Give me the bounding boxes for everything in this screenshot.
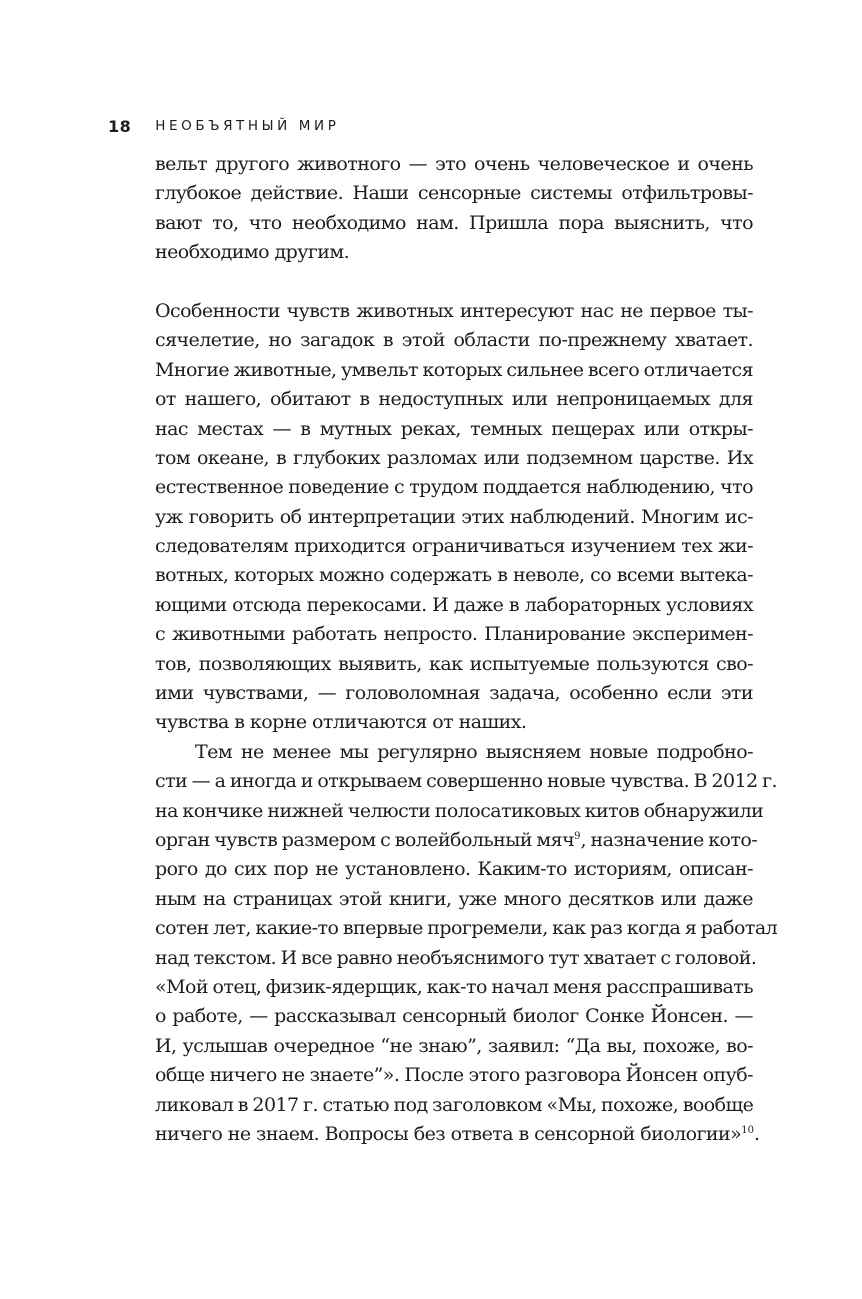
text-line: ющими отсюда перекосами. И даже в лабораторных условиях	[155, 593, 753, 616]
paragraph	[155, 738, 778, 1149]
text-line: естественное поведение с трудом поддается наблюдению, что	[155, 476, 753, 499]
text-line: вают то, что необходимо нам. Пришла пора выяснить, что	[155, 211, 753, 234]
text-line: ным на страницах этой книги, уже много десятков или даже	[155, 887, 753, 910]
text-line	[155, 1120, 760, 1149]
text-line: том океане, в глубоких разломах или подземном царстве. Их	[155, 446, 753, 469]
text-line: И, услышав очередное “не знаю”, заявил: “Да вы, похоже, во-	[155, 1034, 753, 1057]
text-line: Тем не менее мы регулярно выясняем новые подробно-	[195, 740, 753, 763]
text-line: обще ничего не знаете”». После этого разговора Йонсен опуб-	[155, 1064, 753, 1087]
text-line: сотен лет, какие-то впервые прогремели, как раз когда я работал	[155, 917, 778, 940]
text-line: Особенности чувств животных интересуют нас не первое ты-	[155, 299, 753, 322]
text-line: на кончике нижней челюсти полосатиковых китов обнаружили	[155, 799, 764, 822]
text-line: следователям приходится ограничиваться изучением тех жи-	[155, 535, 753, 558]
text-line: тов, позволяющих выявить, как испытуемые пользуются сво-	[155, 652, 753, 675]
text-line: чувства в корне отличаются от наших.	[155, 711, 527, 734]
text-line: ликовал в 2017 г. статью под заголовком «Мы, похоже, вообще	[155, 1093, 754, 1116]
section-break	[155, 268, 753, 297]
text-line: над текстом. И все равно необъяснимого тут хватает с головой.	[155, 946, 757, 969]
text-line: Многие животные, умвельт которых сильнее всего отличается	[155, 358, 754, 381]
text-line: рого до сих пор не установлено. Каким-то историям, описан-	[155, 858, 753, 881]
body-text	[155, 150, 778, 1149]
text-line: ими чувствами, — головоломная задача, особенно если эти	[155, 682, 753, 705]
text-fragment: , назначение кото-	[580, 828, 758, 851]
text-line: сячелетие, но загадок в этой области по-прежнему хватает.	[155, 329, 753, 352]
text-line: вотных, которых можно содержать в неволе, со всеми вытека-	[155, 564, 753, 587]
text-line: уж говорить об интерпретации этих наблюдений. Многим ис-	[155, 505, 753, 528]
text-line: нас местах — в мутных реках, темных пещерах или откры-	[155, 417, 753, 440]
footnote-ref: 9	[574, 830, 581, 842]
text-line: глубокое действие. Наши сенсорные системы отфильтровы-	[155, 182, 753, 205]
running-title: НЕОБЪЯТНЫЙ МИР	[155, 118, 340, 134]
text-fragment: орган чувств размером с волейбольный мяч	[155, 828, 575, 851]
text-fragment: ничего не знаем. Вопросы без ответа в сенсорной биологии»	[155, 1122, 742, 1145]
page-number: 18	[108, 116, 132, 136]
text-line: необходимо другим.	[155, 241, 350, 264]
text-line	[155, 826, 758, 855]
text-line: о работе, — рассказывал сенсорный биолог Сонке Йонсен. —	[155, 1005, 753, 1028]
text-fragment: .	[753, 1122, 760, 1145]
text-line: с животными работать непросто. Планирование эксперимен-	[155, 623, 753, 646]
running-header	[108, 114, 339, 138]
paragraph	[155, 150, 753, 268]
text-line: от нашего, обитают в недоступных или непроницаемых для	[155, 388, 753, 411]
footnote-ref: 10	[741, 1124, 754, 1136]
text-line: вельт другого животного — это очень человеческое и очень	[155, 153, 753, 175]
text-line: «Мой отец, физик-ядерщик, как-то начал меня расспрашивать	[155, 975, 753, 998]
paragraph	[155, 297, 753, 738]
text-line: сти — а иногда и открываем совершенно новые чувства. В 2012 г.	[155, 770, 778, 793]
